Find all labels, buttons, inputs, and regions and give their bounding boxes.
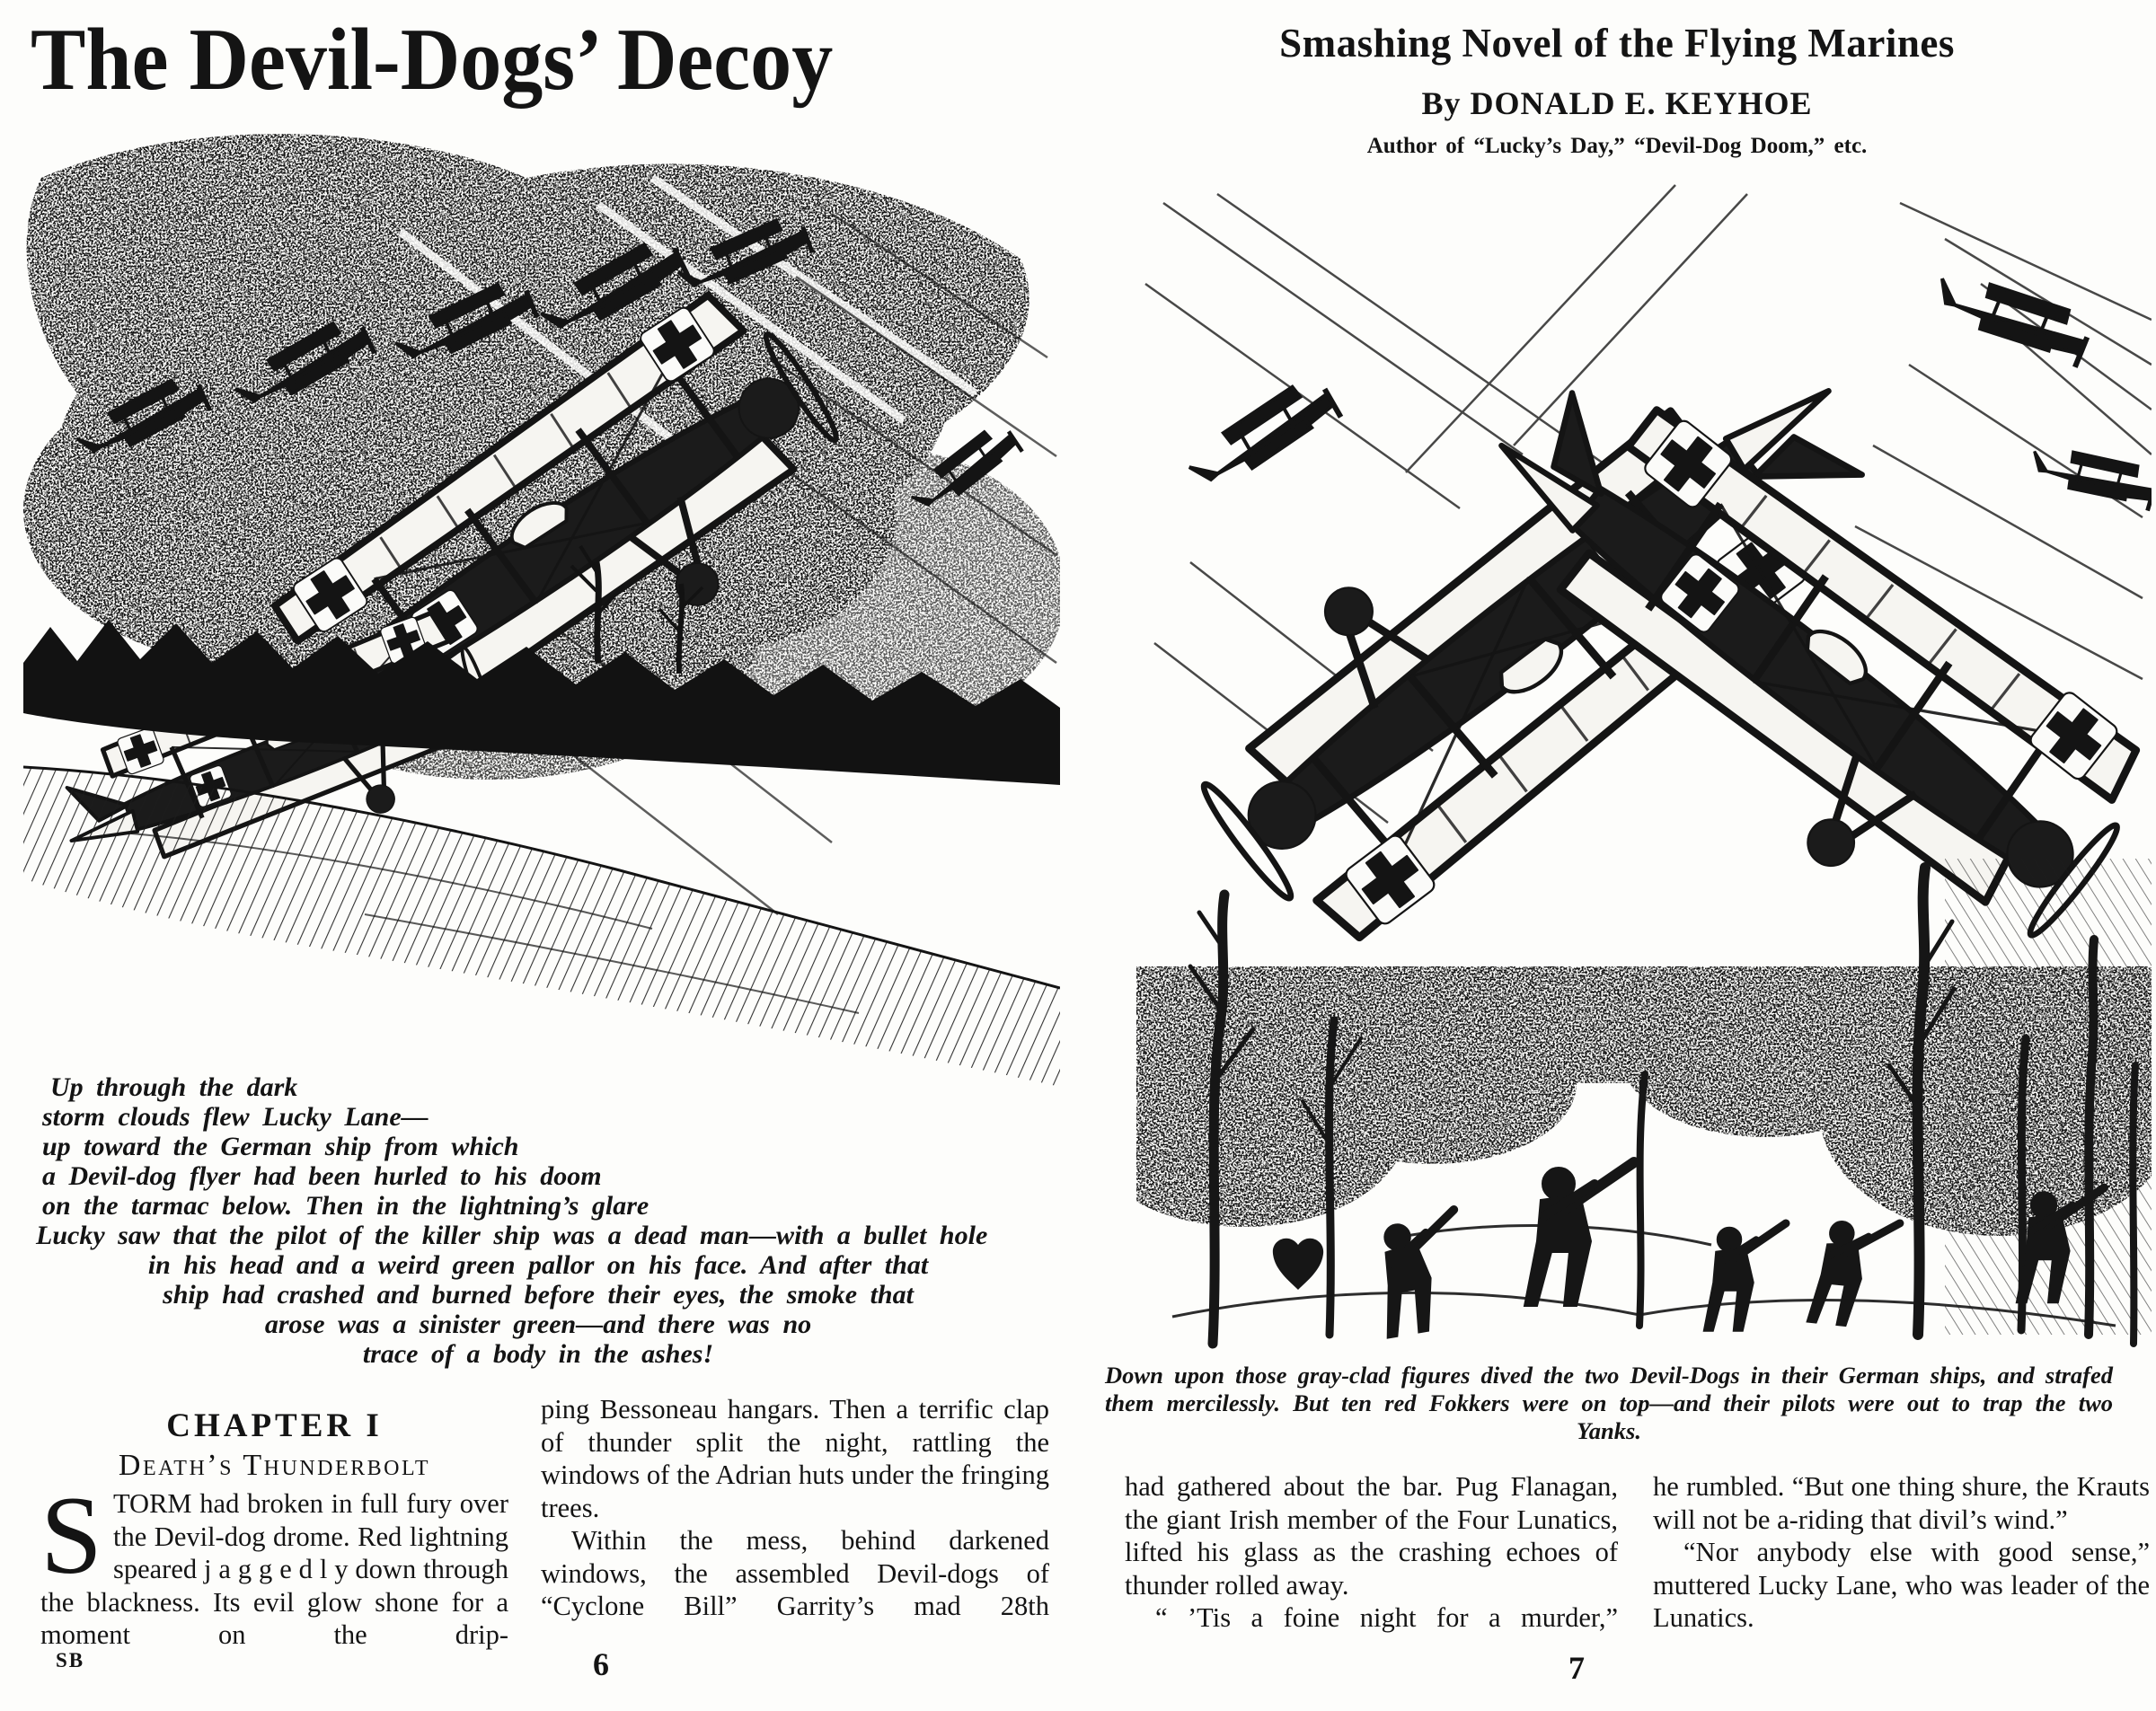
byline: By DONALD E. KEYHOE [1421,85,1813,121]
body-text: TORM had broken in full fury over the Devil-dog drome. Red lightning speared j a g g e d l y down through the blackness. Its evil glow shone for a moment on the drip- [40,1488,508,1650]
body-paragraph: had gathered about the bar. Pug Flanagan, the giant Irish member of the Four Lunatics, lifted his glass as the crashing echoes of thunder rolled away. [1125,1471,1618,1601]
caption-line: a Devil-dog flyer had been hurled to his doom [42,1161,602,1191]
right-caption: Down upon those gray-clad figures dived the two Devil-Dogs in their German ships, and strafed them mercilessly. But ten red Fokkers were on top—and their pilots were out to trap the two Yanks. [1105,1362,2113,1444]
left-page-column-1 [40,1474,508,1652]
right-page-column-2 [1653,1470,2150,1635]
body-paragraph: ping Bessoneau hangars. Then a terrific clap of thunder split the night, rattling the windows of the Adrian huts under the fringing trees. [541,1394,1049,1523]
page-number-right: 7 [1568,1650,1585,1686]
caption-line: trace of a body in the ashes! [362,1339,714,1369]
caption-line: Lucky saw that the pilot of the killer ship was a dead man—with a bullet hole [36,1221,988,1250]
left-illustration [23,124,1060,1184]
signature-mark: SB [56,1649,85,1671]
left-caption [36,1072,1040,1369]
left-page-column-2 [541,1393,1049,1623]
right-page [1078,0,2156,1711]
body-paragraph: “ ’Tis a foine night for a murder,” [1155,1602,1618,1633]
body-paragraph: he rumbled. “But one thing shure, the Krauts will not be a-riding that divil’s wind.” [1653,1471,2150,1535]
strafing-artwork [1136,176,2152,1354]
kicker-heading: Smashing Novel of the Flying Marines [1279,21,1955,66]
right-illustration [1136,176,2152,1354]
caption-line: in his head and a weird green pallor on his face. And after that [147,1250,929,1280]
page-number-left: 6 [593,1646,609,1682]
body-paragraph [40,1474,508,1652]
body-paragraph: Within the mess, behind darkened windows, the assembled Devil-dogs of “Cyclone Bill” Garrity’s mad 28th [541,1525,1049,1621]
caption-line: arose was a sinister green—and there was no [264,1310,812,1339]
caption-line: on the tarmac below. Then in the lightning’s glare [42,1191,649,1221]
right-page-column-1 [1125,1470,1618,1635]
caption-line: storm clouds flew Lucky Lane— [42,1102,429,1132]
section-heading: Death’s Thunderbolt [118,1449,431,1482]
drop-cap: S [40,1474,102,1597]
caption-line: Up through the dark [50,1072,298,1102]
dogfight-storm-artwork [23,124,1060,1184]
body-paragraph: “Nor anybody else with good sense,” muttered Lucky Lane, who was leader of the Lunatics. [1653,1537,2150,1633]
author-note: Author of “Lucky’s Day,” “Devil-Dog Doom,” etc. [1366,134,1868,158]
caption-line: ship had crashed and burned before their eyes, the smoke that [163,1280,914,1310]
story-title: The Devil-Dogs’ Decoy [31,11,834,109]
caption-line: up toward the German ship from which [42,1132,519,1161]
chapter-heading: CHAPTER I [166,1407,383,1444]
